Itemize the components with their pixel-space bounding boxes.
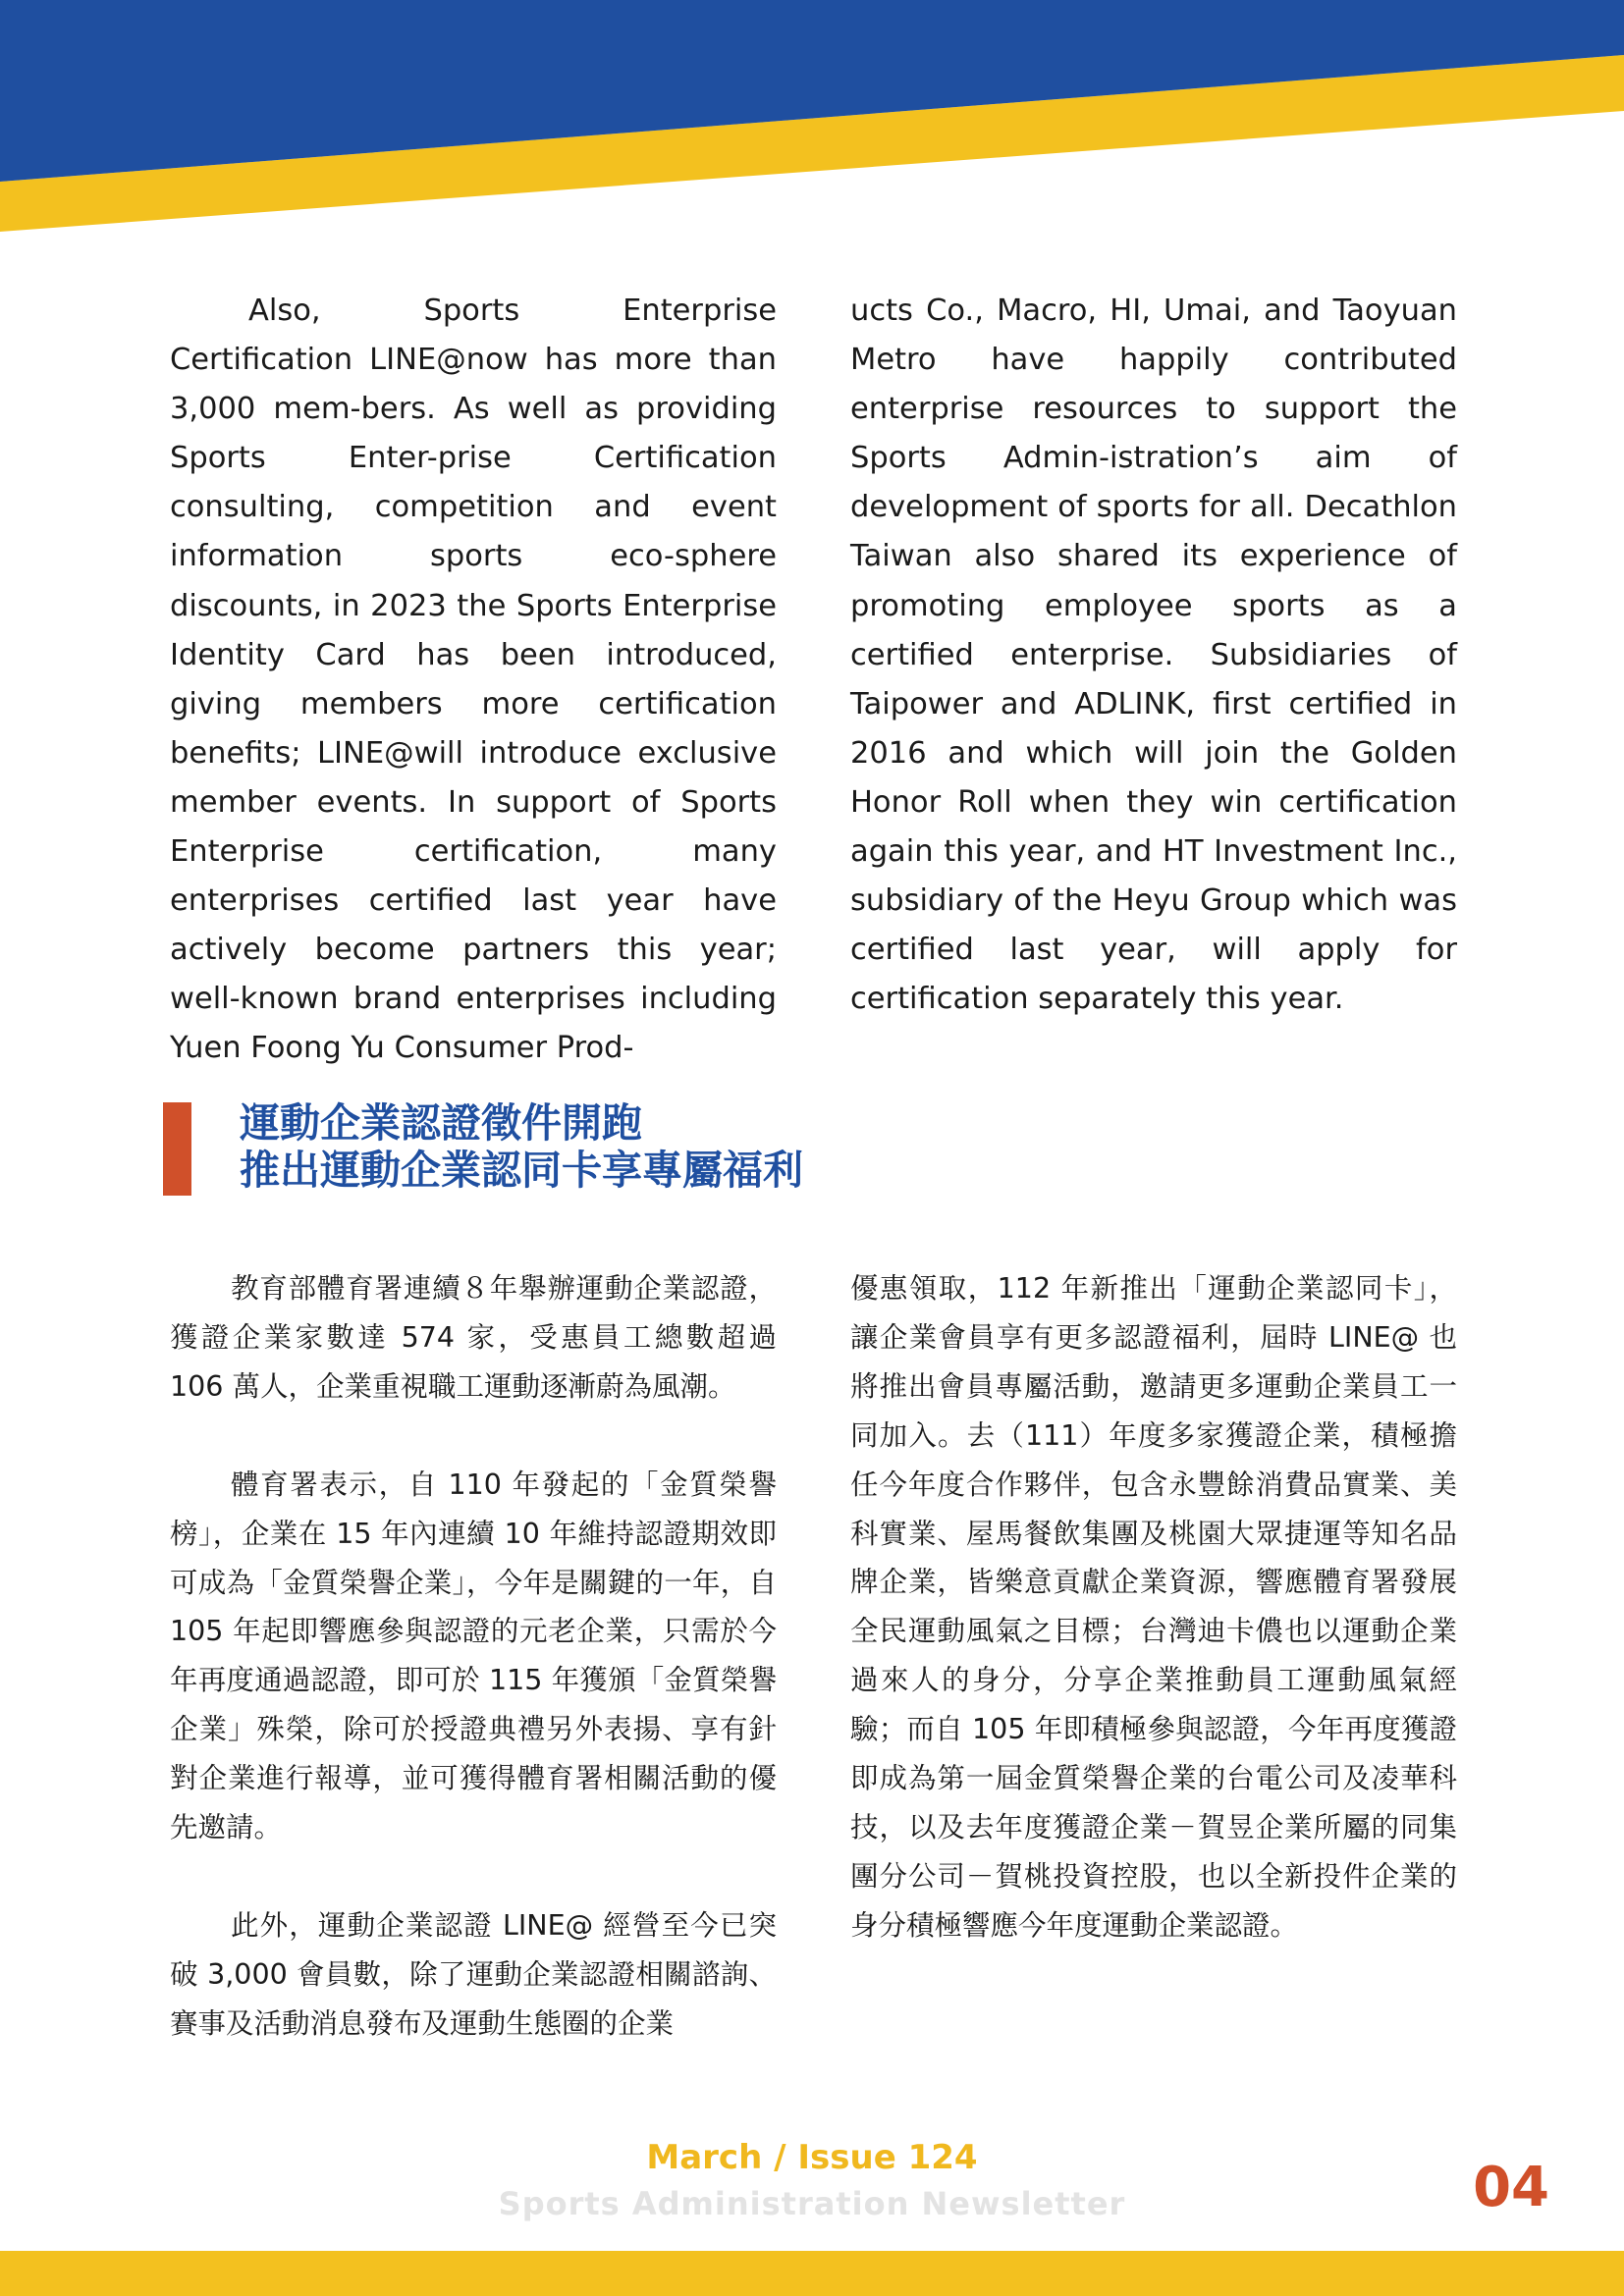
heading-title (240, 1099, 803, 1194)
heading-line-1: 運動企業認證徵件開跑 (240, 1099, 642, 1147)
heading-accent-bar (163, 1102, 191, 1196)
page-number: 04 (1473, 2156, 1549, 2219)
chinese-paragraph-right: 優惠領取，112 年新推出「運動企業認同卡」，讓企業會員享有更多認證福利，屆時 LINE@ 也將推出會員專屬活動，邀請更多運動企業員工一同加入。去（111）年度多家獲證企業，積極擔任今年度合作夥伴，包含永豐餘消費品實業、美科實業、屋馬餐飲集團及桃園大眾捷運等知名品牌企業，皆樂意貢獻企業資源，響應體育署發展全民運動風氣之目標；台灣迪卡儂也以運動企業過來人的身分，分享企業推動員工運動風氣經驗；而自 105 年即積極參與認證，今年再度獲證即成為第一屆金質榮譽企業的台電公司及凌華科技，以及去年度獲證企業－賀昱企業所屬的同集團分公司－賀桃投資控股，也以全新投件企業的身分積極響應今年度運動企業認證。 (850, 1272, 1457, 1942)
english-paragraph-left: Also, Sports Enterprise Certification LINE@now has more than 3,000 mem-bers. As well as providing Sports Enter-prise Certification consulting, competition and event information sports eco-sphere discounts, in 2023 the Sports Enterprise Identity Card has been introduced, giving members more certification benefits; LINE@will introduce exclusive member events. In support of Sports Enterprise certification, many enterprises certified last year have actively become partners this year; well-known brand enterprises including Yuen Foong Yu Consumer Prod- (170, 294, 777, 1066)
chinese-column-left (170, 1264, 777, 2049)
chinese-paragraph: 教育部體育署連續８年舉辦運動企業認證，獲證企業家數達 574 家，受惠員工總數超過 106 萬人，企業重視職工運動逐漸蔚為風潮。 (170, 1272, 777, 1403)
footer-bar (0, 2251, 1624, 2296)
chinese-column-right (850, 1264, 1457, 1950)
heading-line-2: 推出運動企業認同卡享專屬福利 (240, 1147, 803, 1194)
chinese-paragraph: 體育署表示，自 110 年發起的「金質榮譽榜」，企業在 15 年內連續 10 年維持認證期效即可成為「金質榮譽企業」，今年是關鍵的一年，自 105 年起即響應參與認證的元老企業，只需於今年再度通過認證，即可於 115 年獲頒「金質榮譽企業」殊榮，除可於授證典禮另外表揚、享有針對企業進行報導，並可獲得體育署相關活動的優先邀請。 (170, 1468, 777, 1844)
footer-issue: March / Issue 124 (646, 2138, 978, 2177)
english-column-right (850, 287, 1457, 1024)
english-paragraph-right: ucts Co., Macro, HI, Umai, and Taoyuan Metro have happily contributed enterprise resources to support the Sports Admin-istration’s aim of development of sports for all. Decathlon Taiwan also shared its experience of promoting employee sports as a certified enterprise. Subsidiaries of Taipower and ADLINK, first certified in 2016 and which will join the Golden Honor Roll when they win certification again this year, and HT Investment Inc., subsidiary of the Heyu Group which was certified last year, will apply for certification separately this year. (850, 294, 1457, 1017)
footer-publication-name: Sports Administration Newsletter (498, 2185, 1126, 2222)
english-column-left (170, 287, 777, 1074)
header-banner (0, 0, 1624, 236)
chinese-paragraph: 此外，運動企業認證 LINE@ 經營至今已突破 3,000 會員數，除了運動企業認證相關諮詢、賽事及活動消息發布及運動生態圈的企業 (170, 1908, 777, 2040)
